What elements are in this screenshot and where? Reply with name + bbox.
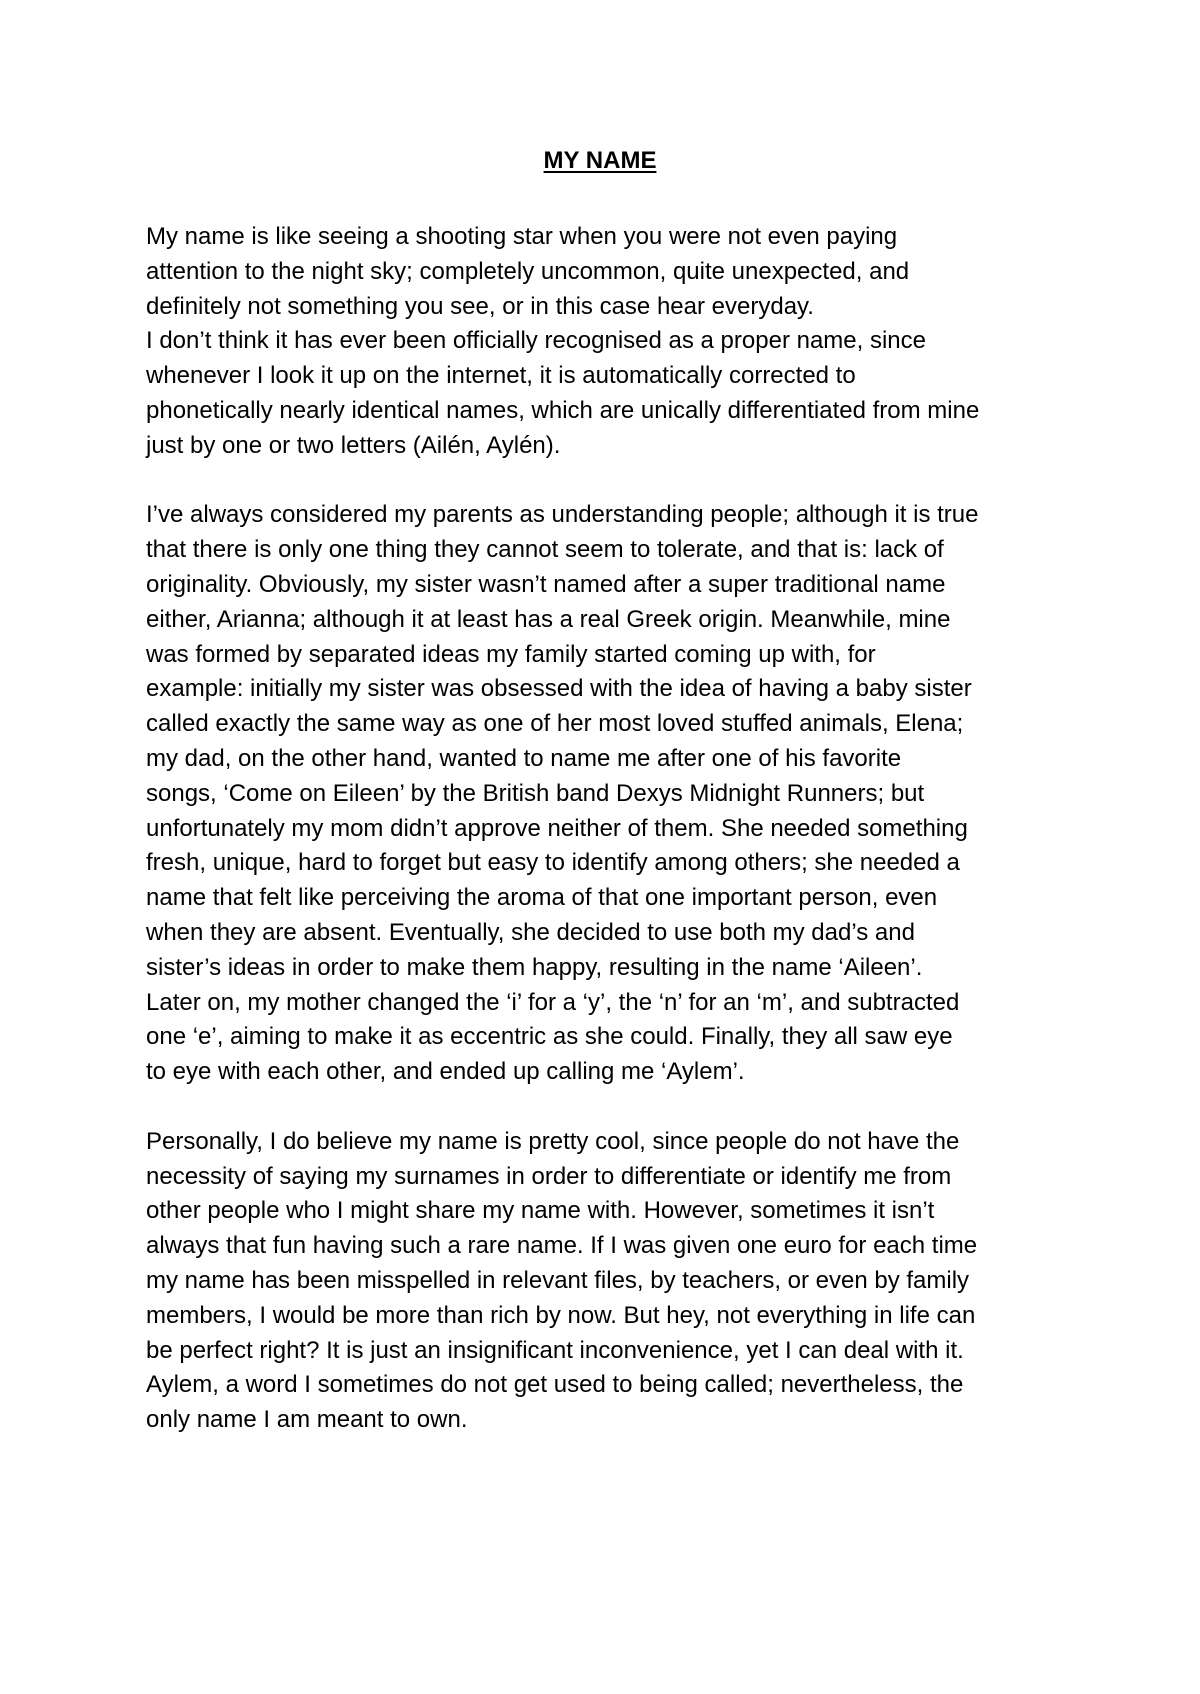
- text-line: I’ve always considered my parents as understanding people; although it is true: [146, 501, 979, 529]
- text-line: just by one or two letters (Ailén, Aylén).: [146, 431, 561, 459]
- text-line: either, Arianna; although it at least has a real Greek origin. Meanwhile, mine: [146, 605, 951, 633]
- text-line: unfortunately my mom didn’t approve neither of them. She needed something: [146, 814, 968, 842]
- text-line: members, I would be more than rich by now. But hey, not everything in life can: [146, 1301, 976, 1329]
- text-line: I don’t think it has ever been officially recognised as a proper name, since: [146, 327, 926, 355]
- paragraph-3: [146, 1125, 1086, 1438]
- document-title: [0, 146, 1200, 176]
- text-line: songs, ‘Come on Eileen’ by the British band Dexys Midnight Runners; but: [146, 779, 925, 807]
- text-line: to eye with each other, and ended up calling me ‘Aylem’.: [146, 1058, 745, 1086]
- text-line: phonetically nearly identical names, which are unically differentiated from mine: [146, 396, 980, 424]
- text-line: example: initially my sister was obsessed with the idea of having a baby sister: [146, 675, 972, 703]
- text-line: other people who I might share my name with. However, sometimes it isn’t: [146, 1197, 935, 1225]
- text-line: originality. Obviously, my sister wasn’t named after a super traditional name: [146, 570, 946, 598]
- text-line: whenever I look it up on the internet, it is automatically corrected to: [146, 362, 856, 390]
- text-line: when they are absent. Eventually, she decided to use both my dad’s and: [146, 918, 915, 946]
- text-line: only name I am meant to own.: [146, 1406, 468, 1434]
- text-line: necessity of saying my surnames in order to differentiate or identify me from: [146, 1162, 952, 1190]
- text-line: one ‘e’, aiming to make it as eccentric as she could. Finally, they all saw eye: [146, 1023, 953, 1051]
- paragraph-2: [146, 498, 1086, 1090]
- text-line: Later on, my mother changed the ‘i’ for a ‘y’, the ‘n’ for an ‘m’, and subtracted: [146, 988, 960, 1016]
- paragraph-1: [146, 220, 1086, 464]
- text-line: was formed by separated ideas my family started coming up with, for: [146, 640, 876, 668]
- document-title-text: MY NAME: [543, 147, 657, 174]
- text-line: definitely not something you see, or in this case hear everyday.: [146, 292, 814, 320]
- text-line: My name is like seeing a shooting star when you were not even paying: [146, 223, 898, 250]
- text-line: name that felt like perceiving the aroma of that one important person, even: [146, 884, 938, 912]
- document-body: [146, 220, 1086, 1438]
- text-line: called exactly the same way as one of her most loved stuffed animals, Elena;: [146, 710, 964, 738]
- text-line: my dad, on the other hand, wanted to name me after one of his favorite: [146, 744, 902, 772]
- text-line: always that fun having such a rare name. If I was given one euro for each time: [146, 1232, 978, 1260]
- text-line: be perfect right? It is just an insignificant inconvenience, yet I can deal with it.: [146, 1336, 964, 1364]
- text-line: sister’s ideas in order to make them happy, resulting in the name ‘Aileen’.: [146, 953, 923, 981]
- text-line: Aylem, a word I sometimes do not get used to being called; nevertheless, the: [146, 1371, 964, 1399]
- text-line: Personally, I do believe my name is pretty cool, since people do not have the: [146, 1127, 960, 1155]
- text-line: that there is only one thing they cannot seem to tolerate, and that is: lack of: [146, 536, 944, 564]
- text-line: fresh, unique, hard to forget but easy to identify among others; she needed a: [146, 849, 960, 877]
- text-line: my name has been misspelled in relevant files, by teachers, or even by family: [146, 1266, 970, 1294]
- text-line: attention to the night sky; completely uncommon, quite unexpected, and: [146, 257, 910, 285]
